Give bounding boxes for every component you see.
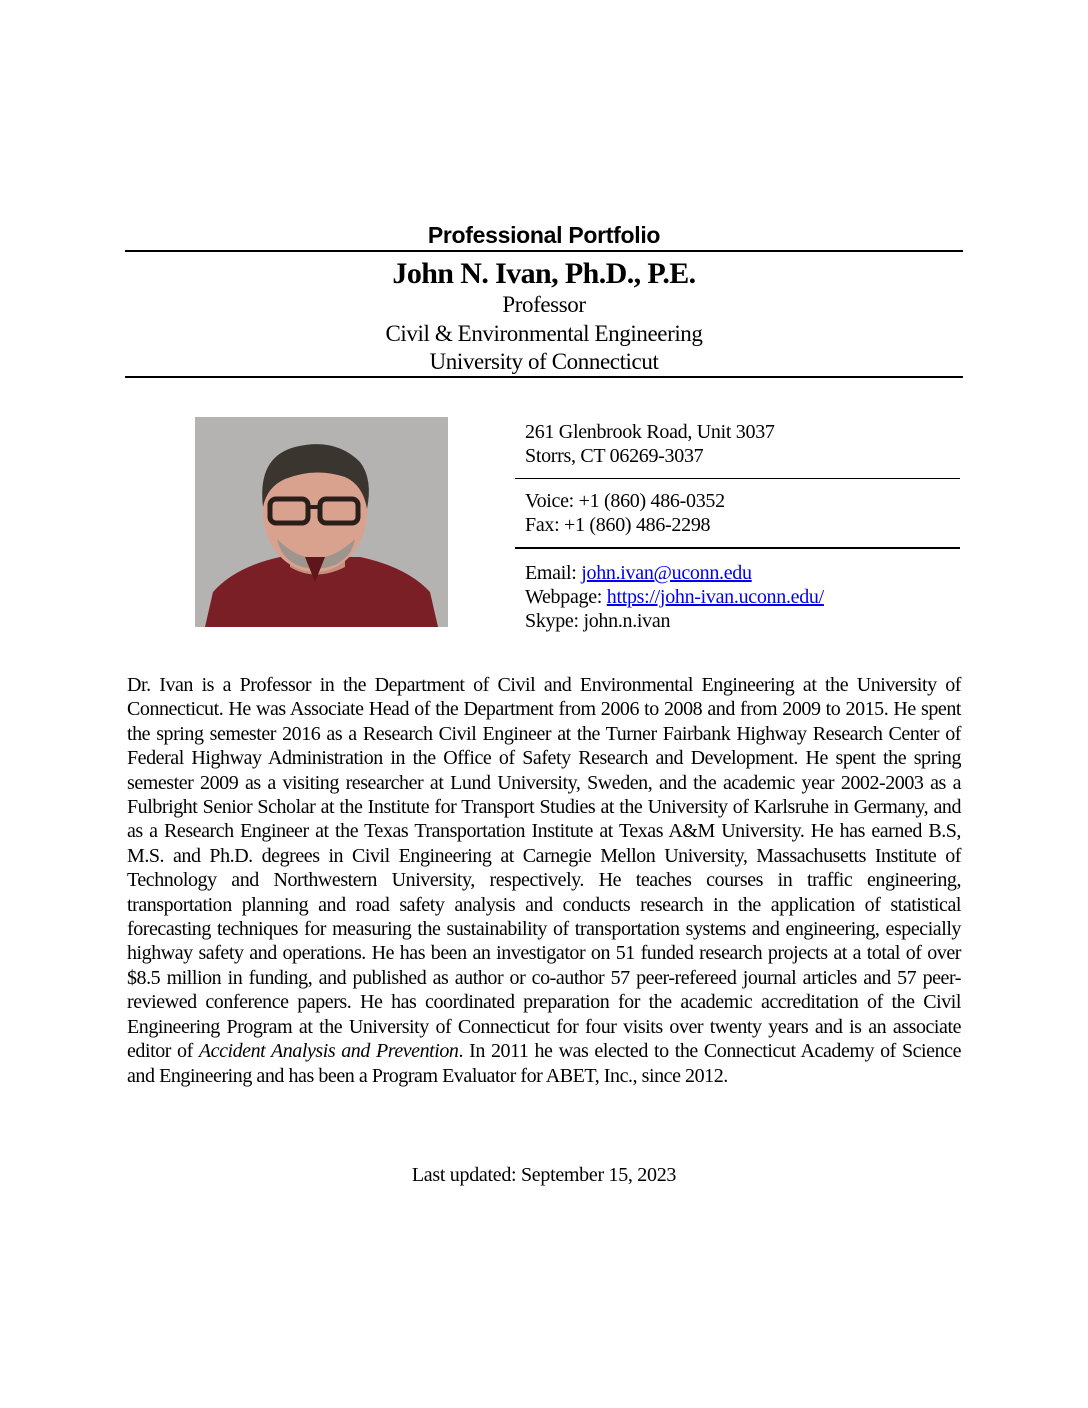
webpage-row (525, 585, 824, 609)
contact-divider-1 (515, 478, 960, 479)
portrait-photo (195, 417, 448, 627)
address-block (525, 420, 775, 468)
email-link[interactable]: john.ivan@uconn.edu (581, 562, 752, 584)
email-row (525, 561, 824, 585)
department: Civil & Environmental Engineering (385, 321, 703, 346)
phone-block (525, 489, 725, 537)
last-updated: Last updated: September 15, 2023 (411, 1164, 677, 1186)
webpage-label: Webpage: (525, 586, 607, 608)
email-label: Email: (525, 562, 582, 584)
header-bottom-rule (125, 376, 963, 378)
journal-title: Accident Analysis and Prevention (198, 1040, 459, 1063)
person-name: John N. Ivan, Ph.D., P.E. (392, 257, 696, 290)
bio-text-2: . In 2011 he was elected to the Connecticut Academy of Science and Engineering and has been a Program Evaluator for ABET, Inc., since 2012. (127, 1040, 961, 1087)
job-title: Professor (502, 292, 586, 317)
portfolio-label: Professional Portfolio (427, 222, 661, 248)
skype-id: Skype: john.n.ivan (525, 610, 671, 632)
university: University of Connecticut (429, 349, 659, 374)
webpage-link[interactable]: https://john-ivan.uconn.edu/ (606, 586, 824, 608)
address-line-2: Storrs, CT 06269-3037 (525, 445, 704, 467)
contact-divider-2 (515, 547, 960, 549)
online-contact-block (525, 561, 824, 633)
biography-paragraph (127, 673, 961, 1088)
portrait-illustration (195, 417, 448, 627)
voice-number: Voice: +1 (860) 486-0352 (525, 490, 725, 512)
header-top-rule (125, 250, 963, 252)
address-line-1: 261 Glenbrook Road, Unit 3037 (525, 421, 775, 443)
bio-text-1: Dr. Ivan is a Professor in the Department of Civil and Environmental Engineering at the University of Connecticut. He was Associate Head of the Department from 2006 to 2008 and from 2009 to 2015. He spent the spring semester 2016 as a Research Civil Engineer at the Turner Fairbank Highway Research Center of Federal Highway Administration in the Office of Safety Research and Development. He spent the spring semester 2009 as a visiting researcher at Lund University, Sweden, and the academic year 2002-2003 as a Fulbright Senior Scholar at the Institute for Transport Studies at the University of Karlsruhe in Germany, and as a Research Engineer at the Texas Transportation Institute at Texas A&M University. He has earned B.S, M.S. and Ph.D. degrees in Civil Engineering at Carnegie Mellon University, Massachusetts Institute of Technology and Northwestern University, respectively. He teaches courses in traffic engineering, transportation planning and road safety analysis and conducts research in the application of statistical forecasting techniques for measuring the sustainability of transportation systems and engineering, especially highway safety and operations. He has been an investigator on 51 funded research projects at a total of over $8.5 million in funding, and published as author or co-author 57 peer-refereed journal articles and 57 peer-reviewed conference papers. He has coordinated preparation for the academic accreditation of the Civil Engineering Program at the University of Connecticut for four visits over twenty years and is an associate editor of (127, 674, 961, 1063)
fax-number: Fax: +1 (860) 486-2298 (525, 514, 711, 536)
